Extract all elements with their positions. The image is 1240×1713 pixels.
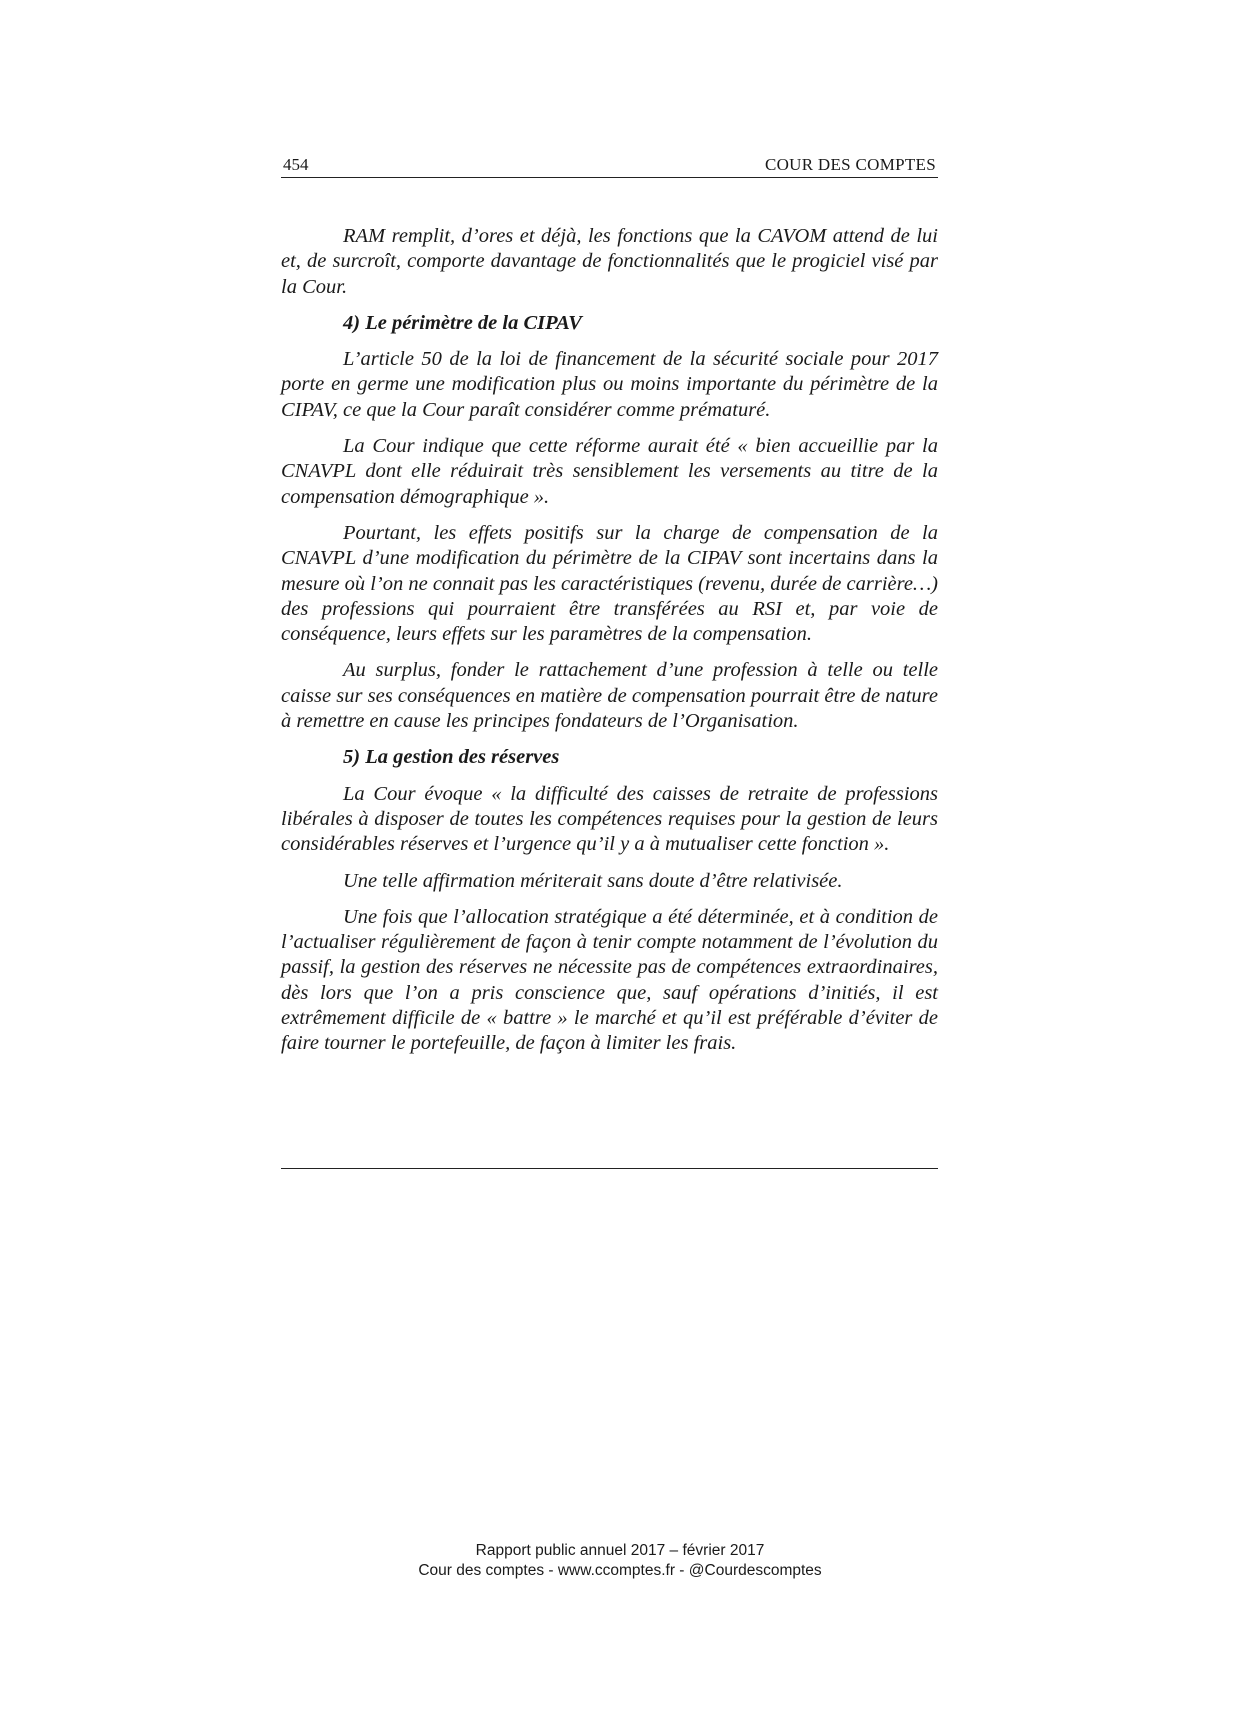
paragraph: La Cour indique que cette réforme aurait été « bien accueillie par la CNAVPL dont elle réduirait très sensiblement les versements au titre de la compensation démographique ». <box>281 435 938 508</box>
section-heading: 5) La gestion des réserves <box>343 746 560 769</box>
paragraph: Une telle affirmation mériterait sans doute d’être relativisée. <box>343 869 843 892</box>
page-header <box>281 151 938 178</box>
paragraph: Pourtant, les effets positifs sur la charge de compensation de la CNAVPL d’une modification du périmètre de la CIPAV sont incertains dans la mesure où l’on ne connait pas les caractéristiques (revenu, durée de carrière…) des professions qui pourraient être transférées au RSI et, par voie de conséquence, leurs effets sur les paramètres de la compensation. <box>281 521 938 646</box>
paragraph: RAM remplit, d’ores et déjà, les fonctions que la CAVOM attend de lui et, de surcroît, comporte davantage de fonctionnalités que le progiciel visé par la Cour. <box>281 225 938 298</box>
footer-report-line: Rapport public annuel 2017 – février 2017 <box>475 1542 765 1559</box>
paragraph: La Cour évoque « la difficulté des caisses de retraite de professions libérales à disposer de toutes les compétences requises pour la gestion de leurs considérables réserves et l’urgence qu’il y a à mutualiser cette fonction ». <box>281 782 938 856</box>
paragraph: Au surplus, fonder le rattachement d’une profession à telle ou telle caisse sur ses conséquences en matière de compensation pourrait être de nature à remettre en cause les principes fondateurs de l’Organisation. <box>281 659 938 733</box>
paragraph: Une fois que l’allocation stratégique a été déterminée, et à condition de l’actualiser régulièrement de façon à tenir compte notamment de l’évolution du passif, la gestion des réserves ne nécessite pas de compétences extraordinaires, dès lors que l’on a pris conscience que, sauf opérations d’initiés, il est extrêmement difficile de « battre » le marché et qu’il est préférable d’éviter de faire tourner le portefeuille, de façon à limiter les frais. <box>281 905 938 1055</box>
footer-contact-line: Cour des comptes - www.ccomptes.fr - @Courdescomptes <box>418 1562 822 1579</box>
end-rule <box>281 1168 938 1169</box>
section-heading: 4) Le périmètre de la CIPAV <box>343 311 582 334</box>
main-text <box>281 224 938 1068</box>
running-title: COUR DES COMPTES <box>764 155 936 174</box>
paragraph: L’article 50 de la loi de financement de la sécurité sociale pour 2017 porte en germe une modification plus ou moins importante du périmètre de la CIPAV, ce que la Cour paraît considérer comme prématuré. <box>281 348 938 421</box>
page-number: 454 <box>283 155 309 174</box>
page-footer <box>0 1541 1240 1581</box>
